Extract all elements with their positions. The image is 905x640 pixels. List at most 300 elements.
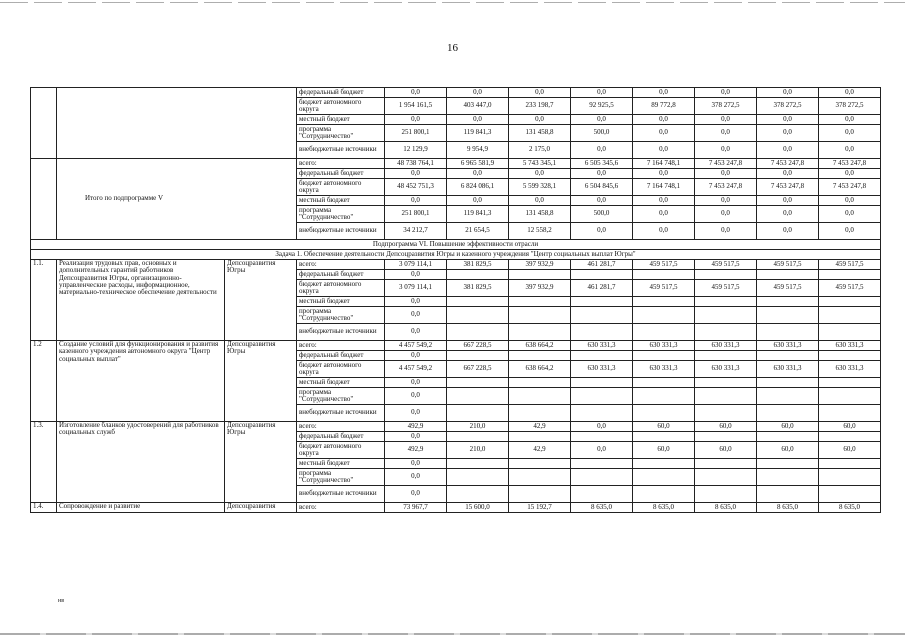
amount-cell: [571, 388, 633, 405]
amount-cell: 461 281,7: [571, 260, 633, 270]
amount-cell: [633, 270, 695, 280]
amount-cell: [757, 297, 819, 307]
amount-cell: 0,0: [447, 115, 509, 125]
amount-cell: [695, 270, 757, 280]
amount-cell: [571, 307, 633, 324]
amount-cell: 0,0: [385, 324, 447, 341]
amount-cell: 0,0: [385, 432, 447, 442]
amount-cell: 459 517,5: [695, 280, 757, 297]
amount-cell: [633, 378, 695, 388]
amount-cell: [819, 469, 881, 486]
task-title: Задача 1. Обеспечение деятельности Депсоцразвития Югры и казенного учреждения "Центр социальных выплат Югры": [31, 250, 881, 260]
item-title: Сопровождение и развитие: [57, 503, 225, 513]
amount-cell: [819, 405, 881, 422]
amount-cell: [447, 469, 509, 486]
amount-cell: [819, 351, 881, 361]
funding-source-label: программа "Сотрудничество": [297, 469, 385, 486]
item-executor: Депсоцразвития Югры: [225, 260, 297, 341]
amount-cell: [819, 486, 881, 503]
amount-cell: 4 457 549,2: [385, 361, 447, 378]
amount-cell: 0,0: [509, 196, 571, 206]
scan-edge-bottom: [0, 633, 905, 635]
amount-cell: 0,0: [385, 307, 447, 324]
amount-cell: 0,0: [819, 115, 881, 125]
amount-cell: [757, 405, 819, 422]
amount-cell: 210,0: [447, 422, 509, 432]
amount-cell: 60,0: [633, 422, 695, 432]
amount-cell: 0,0: [695, 88, 757, 98]
amount-cell: 7 453 247,8: [695, 159, 757, 169]
amount-cell: [695, 378, 757, 388]
funding-source-label: федеральный бюджет: [297, 432, 385, 442]
amount-cell: 0,0: [819, 196, 881, 206]
amount-cell: [819, 297, 881, 307]
amount-cell: 459 517,5: [819, 260, 881, 270]
amount-cell: 0,0: [633, 125, 695, 142]
amount-cell: 60,0: [819, 442, 881, 459]
amount-cell: 0,0: [757, 125, 819, 142]
amount-cell: 381 829,5: [447, 280, 509, 297]
amount-cell: 667 228,5: [447, 341, 509, 351]
amount-cell: [757, 459, 819, 469]
amount-cell: [509, 405, 571, 422]
amount-cell: [695, 297, 757, 307]
amount-cell: 0,0: [571, 442, 633, 459]
funding-source-label: местный бюджет: [297, 459, 385, 469]
amount-cell: [571, 378, 633, 388]
amount-cell: 6 505 345,6: [571, 159, 633, 169]
amount-cell: [757, 432, 819, 442]
funding-source-label: всего:: [297, 503, 385, 513]
amount-cell: 630 331,3: [757, 341, 819, 351]
funding-source-label: внебюджетные источники: [297, 223, 385, 240]
amount-cell: 12 129,9: [385, 142, 447, 159]
table-row: [31, 250, 881, 260]
amount-cell: [695, 469, 757, 486]
amount-cell: 0,0: [385, 88, 447, 98]
amount-cell: 1 954 161,5: [385, 98, 447, 115]
amount-cell: [447, 388, 509, 405]
subtotal-title: Итого по подпрограмме V: [57, 159, 297, 240]
item-title: Реализация трудовых прав, основных и дополнительных гарантий работников Депсоцразвития Югры, организационно-управленческие расходы, информационное, материально-техническое обеспечение деятельности: [57, 260, 225, 341]
amount-cell: 0,0: [757, 196, 819, 206]
amount-cell: [509, 378, 571, 388]
amount-cell: 403 447,0: [447, 98, 509, 115]
amount-cell: 0,0: [695, 142, 757, 159]
funding-source-label: всего:: [297, 260, 385, 270]
funding-source-label: программа "Сотрудничество": [297, 307, 385, 324]
funding-source-label: федеральный бюджет: [297, 169, 385, 179]
amount-cell: 0,0: [385, 169, 447, 179]
amount-cell: [633, 324, 695, 341]
amount-cell: 60,0: [695, 422, 757, 432]
amount-cell: [695, 388, 757, 405]
amount-cell: 0,0: [509, 169, 571, 179]
funding-source-label: бюджет автономного округа: [297, 98, 385, 115]
amount-cell: 638 664,2: [509, 361, 571, 378]
amount-cell: 630 331,3: [695, 361, 757, 378]
amount-cell: 0,0: [757, 223, 819, 240]
table-row: [31, 422, 881, 432]
amount-cell: [695, 405, 757, 422]
amount-cell: 0,0: [819, 169, 881, 179]
amount-cell: 0,0: [633, 142, 695, 159]
amount-cell: [819, 270, 881, 280]
amount-cell: 0,0: [695, 125, 757, 142]
amount-cell: 0,0: [819, 142, 881, 159]
amount-cell: [633, 486, 695, 503]
amount-cell: [447, 307, 509, 324]
empty-num-cell: [31, 159, 57, 240]
amount-cell: [757, 270, 819, 280]
table-body: [31, 88, 881, 513]
item-executor: Депсоцразвития Югры: [225, 422, 297, 503]
amount-cell: 0,0: [385, 351, 447, 361]
amount-cell: 492,9: [385, 422, 447, 432]
amount-cell: 0,0: [385, 459, 447, 469]
amount-cell: 9 954,9: [447, 142, 509, 159]
amount-cell: 0,0: [819, 125, 881, 142]
amount-cell: [633, 297, 695, 307]
amount-cell: 7 453 247,8: [757, 159, 819, 169]
amount-cell: 459 517,5: [757, 280, 819, 297]
amount-cell: 638 664,2: [509, 341, 571, 351]
amount-cell: 4 457 549,2: [385, 341, 447, 351]
amount-cell: 0,0: [447, 196, 509, 206]
amount-cell: [695, 459, 757, 469]
amount-cell: 8 635,0: [695, 503, 757, 513]
amount-cell: [571, 469, 633, 486]
table-row: [31, 260, 881, 270]
amount-cell: 73 967,7: [385, 503, 447, 513]
amount-cell: 500,0: [571, 206, 633, 223]
funding-source-label: местный бюджет: [297, 378, 385, 388]
amount-cell: 8 635,0: [633, 503, 695, 513]
amount-cell: 0,0: [385, 378, 447, 388]
amount-cell: [633, 307, 695, 324]
amount-cell: [757, 388, 819, 405]
amount-cell: 378 272,5: [695, 98, 757, 115]
amount-cell: [447, 405, 509, 422]
amount-cell: 0,0: [695, 115, 757, 125]
amount-cell: [447, 432, 509, 442]
amount-cell: 0,0: [385, 297, 447, 307]
amount-cell: 5 599 328,1: [509, 179, 571, 196]
amount-cell: 21 654,5: [447, 223, 509, 240]
amount-cell: 0,0: [571, 196, 633, 206]
amount-cell: 42,9: [509, 442, 571, 459]
amount-cell: 0,0: [633, 206, 695, 223]
funding-source-label: внебюджетные источники: [297, 405, 385, 422]
amount-cell: 7 453 247,8: [695, 179, 757, 196]
amount-cell: 0,0: [385, 486, 447, 503]
amount-cell: 0,0: [695, 206, 757, 223]
amount-cell: 210,0: [447, 442, 509, 459]
amount-cell: [571, 297, 633, 307]
table-row: [31, 240, 881, 250]
funding-source-label: всего:: [297, 341, 385, 351]
amount-cell: 0,0: [509, 88, 571, 98]
amount-cell: [571, 324, 633, 341]
amount-cell: 251 800,1: [385, 125, 447, 142]
amount-cell: 12 558,2: [509, 223, 571, 240]
amount-cell: 0,0: [695, 196, 757, 206]
amount-cell: 0,0: [571, 169, 633, 179]
amount-cell: 0,0: [385, 270, 447, 280]
amount-cell: 60,0: [633, 442, 695, 459]
amount-cell: 459 517,5: [695, 260, 757, 270]
amount-cell: [819, 459, 881, 469]
amount-cell: 6 504 845,6: [571, 179, 633, 196]
amount-cell: 0,0: [633, 169, 695, 179]
amount-cell: 461 281,7: [571, 280, 633, 297]
funding-source-label: бюджет автономного округа: [297, 442, 385, 459]
empty-num-cell: [31, 88, 57, 159]
funding-source-label: местный бюджет: [297, 297, 385, 307]
amount-cell: [819, 324, 881, 341]
amount-cell: 630 331,3: [757, 361, 819, 378]
amount-cell: [757, 469, 819, 486]
item-executor: Депсоцразвития Югры: [225, 341, 297, 422]
amount-cell: 15 192,7: [509, 503, 571, 513]
amount-cell: 630 331,3: [571, 341, 633, 351]
amount-cell: [571, 351, 633, 361]
amount-cell: [695, 324, 757, 341]
item-number: 1.3.: [31, 422, 57, 503]
amount-cell: [757, 351, 819, 361]
amount-cell: [819, 432, 881, 442]
amount-cell: 0,0: [385, 388, 447, 405]
amount-cell: [447, 297, 509, 307]
item-executor: Депсоцразвития: [225, 503, 297, 513]
amount-cell: 378 272,5: [819, 98, 881, 115]
amount-cell: [509, 459, 571, 469]
table-row: [31, 88, 881, 98]
budget-table: [30, 87, 881, 513]
amount-cell: 15 600,0: [447, 503, 509, 513]
amount-cell: 459 517,5: [633, 280, 695, 297]
table-row: [31, 159, 881, 169]
amount-cell: 0,0: [385, 469, 447, 486]
amount-cell: 0,0: [385, 405, 447, 422]
amount-cell: [757, 486, 819, 503]
amount-cell: 48 738 764,1: [385, 159, 447, 169]
amount-cell: [819, 378, 881, 388]
scan-edge-top: [0, 2, 905, 3]
amount-cell: 0,0: [757, 169, 819, 179]
funding-source-label: программа "Сотрудничество": [297, 206, 385, 223]
amount-cell: [633, 432, 695, 442]
amount-cell: 397 932,9: [509, 280, 571, 297]
amount-cell: 7 453 247,8: [819, 179, 881, 196]
amount-cell: 0,0: [695, 169, 757, 179]
amount-cell: 0,0: [385, 196, 447, 206]
amount-cell: 7 164 748,1: [633, 159, 695, 169]
amount-cell: 0,0: [509, 115, 571, 125]
funding-source-label: программа "Сотрудничество": [297, 125, 385, 142]
amount-cell: 0,0: [757, 142, 819, 159]
amount-cell: [695, 432, 757, 442]
amount-cell: [509, 469, 571, 486]
amount-cell: [447, 486, 509, 503]
amount-cell: [571, 432, 633, 442]
amount-cell: 5 743 345,1: [509, 159, 571, 169]
amount-cell: 500,0: [571, 125, 633, 142]
funding-source-label: местный бюджет: [297, 196, 385, 206]
amount-cell: [447, 270, 509, 280]
amount-cell: 397 932,9: [509, 260, 571, 270]
amount-cell: [571, 270, 633, 280]
funding-source-label: бюджет автономного округа: [297, 179, 385, 196]
amount-cell: 459 517,5: [633, 260, 695, 270]
footer-mark: нв: [58, 598, 65, 604]
funding-source-label: программа "Сотрудничество": [297, 388, 385, 405]
amount-cell: 2 175,0: [509, 142, 571, 159]
amount-cell: [633, 459, 695, 469]
empty-title-cell: [57, 88, 297, 159]
funding-source-label: федеральный бюджет: [297, 351, 385, 361]
amount-cell: 131 458,8: [509, 206, 571, 223]
amount-cell: [819, 307, 881, 324]
amount-cell: 0,0: [633, 88, 695, 98]
amount-cell: 8 635,0: [819, 503, 881, 513]
funding-source-label: местный бюджет: [297, 115, 385, 125]
amount-cell: 60,0: [695, 442, 757, 459]
amount-cell: [571, 459, 633, 469]
amount-cell: [509, 270, 571, 280]
amount-cell: 89 772,8: [633, 98, 695, 115]
amount-cell: 492,9: [385, 442, 447, 459]
amount-cell: 630 331,3: [695, 341, 757, 351]
amount-cell: 630 331,3: [633, 341, 695, 351]
amount-cell: [509, 432, 571, 442]
table-row: [31, 503, 881, 513]
amount-cell: 131 458,8: [509, 125, 571, 142]
amount-cell: [509, 486, 571, 503]
amount-cell: [757, 378, 819, 388]
amount-cell: 8 635,0: [571, 503, 633, 513]
amount-cell: 92 925,5: [571, 98, 633, 115]
amount-cell: 48 452 751,3: [385, 179, 447, 196]
amount-cell: 7 453 247,8: [757, 179, 819, 196]
amount-cell: 381 829,5: [447, 260, 509, 270]
amount-cell: 3 079 114,1: [385, 280, 447, 297]
amount-cell: [695, 351, 757, 361]
amount-cell: [633, 469, 695, 486]
item-number: 1.2: [31, 341, 57, 422]
amount-cell: 0,0: [633, 196, 695, 206]
amount-cell: 233 198,7: [509, 98, 571, 115]
amount-cell: [447, 351, 509, 361]
amount-cell: [633, 351, 695, 361]
amount-cell: [633, 405, 695, 422]
amount-cell: 630 331,3: [819, 361, 881, 378]
amount-cell: [447, 378, 509, 388]
amount-cell: [509, 351, 571, 361]
item-title: Изготовление бланков удостоверений для работников социальных служб: [57, 422, 225, 503]
amount-cell: 378 272,5: [757, 98, 819, 115]
amount-cell: 60,0: [819, 422, 881, 432]
amount-cell: 60,0: [757, 422, 819, 432]
amount-cell: 0,0: [633, 115, 695, 125]
amount-cell: [819, 388, 881, 405]
amount-cell: 630 331,3: [819, 341, 881, 351]
table-row: [31, 341, 881, 351]
funding-source-label: федеральный бюджет: [297, 88, 385, 98]
amount-cell: 34 212,7: [385, 223, 447, 240]
funding-source-label: внебюджетные источники: [297, 142, 385, 159]
amount-cell: [571, 405, 633, 422]
amount-cell: [571, 486, 633, 503]
funding-source-label: бюджет автономного округа: [297, 361, 385, 378]
amount-cell: 0,0: [447, 88, 509, 98]
amount-cell: 119 841,3: [447, 206, 509, 223]
amount-cell: [447, 459, 509, 469]
amount-cell: 7 453 247,8: [819, 159, 881, 169]
item-number: 1.4.: [31, 503, 57, 513]
page-number: 16: [447, 42, 458, 54]
amount-cell: 251 800,1: [385, 206, 447, 223]
amount-cell: 0,0: [571, 223, 633, 240]
section-title: Подпрограмма VI. Повышение эффективности отрасли: [31, 240, 881, 250]
amount-cell: [509, 307, 571, 324]
amount-cell: [695, 486, 757, 503]
amount-cell: 667 228,5: [447, 361, 509, 378]
item-title: Создание условий для функционирования и развития казенного учреждения автономного округа "Центр социальных выплат": [57, 341, 225, 422]
amount-cell: 60,0: [757, 442, 819, 459]
amount-cell: 0,0: [819, 88, 881, 98]
amount-cell: [509, 388, 571, 405]
amount-cell: 630 331,3: [633, 361, 695, 378]
amount-cell: [633, 388, 695, 405]
amount-cell: 8 635,0: [757, 503, 819, 513]
amount-cell: 0,0: [819, 206, 881, 223]
funding-source-label: всего:: [297, 159, 385, 169]
amount-cell: 0,0: [571, 142, 633, 159]
amount-cell: 42,9: [509, 422, 571, 432]
amount-cell: [695, 307, 757, 324]
funding-source-label: внебюджетные источники: [297, 324, 385, 341]
amount-cell: 0,0: [571, 88, 633, 98]
funding-source-label: всего:: [297, 422, 385, 432]
amount-cell: 0,0: [447, 169, 509, 179]
funding-source-label: внебюджетные источники: [297, 486, 385, 503]
amount-cell: 0,0: [757, 88, 819, 98]
amount-cell: 0,0: [757, 206, 819, 223]
item-number: 1.1.: [31, 260, 57, 341]
amount-cell: 0,0: [571, 115, 633, 125]
amount-cell: 0,0: [571, 422, 633, 432]
amount-cell: 0,0: [695, 223, 757, 240]
amount-cell: 119 841,3: [447, 125, 509, 142]
amount-cell: [509, 324, 571, 341]
funding-source-label: федеральный бюджет: [297, 270, 385, 280]
amount-cell: 0,0: [757, 115, 819, 125]
amount-cell: 6 824 086,1: [447, 179, 509, 196]
amount-cell: 630 331,3: [571, 361, 633, 378]
amount-cell: 0,0: [633, 223, 695, 240]
funding-source-label: бюджет автономного округа: [297, 280, 385, 297]
amount-cell: 6 965 581,9: [447, 159, 509, 169]
amount-cell: 7 164 748,1: [633, 179, 695, 196]
amount-cell: [757, 324, 819, 341]
amount-cell: 459 517,5: [819, 280, 881, 297]
amount-cell: [757, 307, 819, 324]
amount-cell: 0,0: [819, 223, 881, 240]
amount-cell: 0,0: [385, 115, 447, 125]
amount-cell: 3 079 114,1: [385, 260, 447, 270]
amount-cell: 459 517,5: [757, 260, 819, 270]
